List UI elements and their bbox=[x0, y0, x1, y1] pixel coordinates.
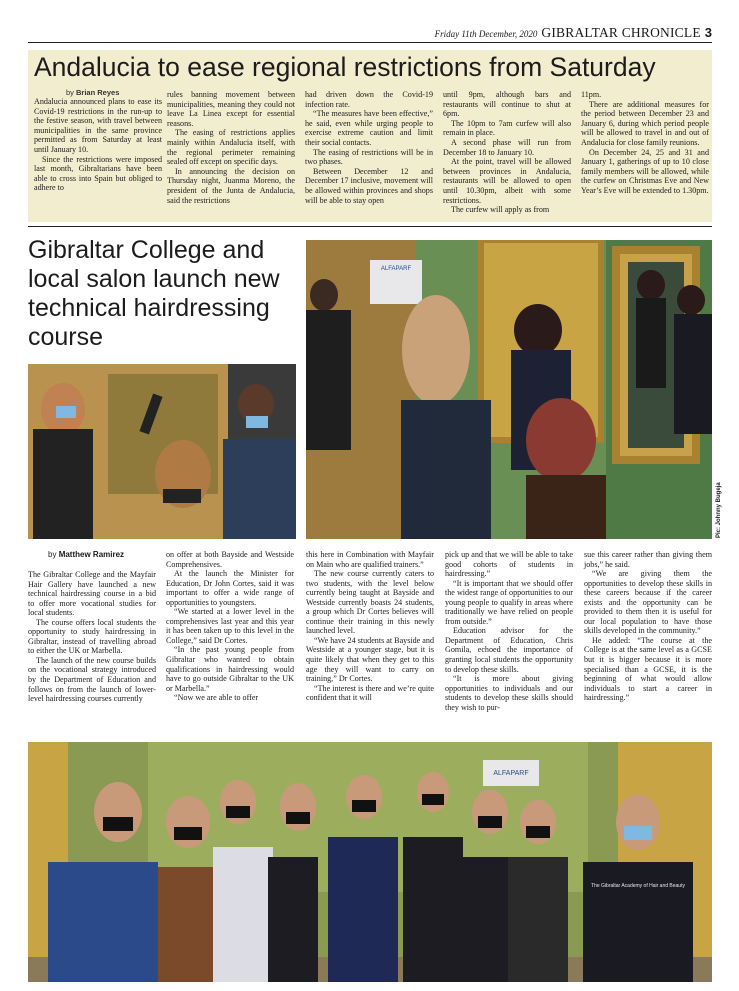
article2-column-4 bbox=[445, 550, 573, 712]
article2-by: by bbox=[48, 550, 57, 559]
article1-headline: Andalucia to ease regional restrictions from Saturday bbox=[34, 52, 656, 82]
paragraph: In announcing the decision on Thursday night, Juanma Moreno, the president of the Junta de Andalucia, said the restrictions bbox=[167, 166, 295, 205]
paragraph: The easing of restrictions applies mainly within Andalucia itself, with the regional perimeter remaining sealed off except on specific days. bbox=[167, 128, 295, 167]
paragraph: The 10pm to 7am curfew will also remain in place. bbox=[443, 118, 571, 138]
article1-byline bbox=[66, 88, 119, 97]
issue-date: Friday 11th December, 2020 bbox=[434, 29, 538, 39]
photo-salon-session bbox=[306, 240, 712, 539]
paragraph: pick up and that we will be able to take good cohorts of students in hairdressing.” bbox=[445, 550, 573, 579]
paragraph: The new course currently caters to two students, with the level below currently being taught at Bayside and Westside currently boasts 24 students, a group which Dr Cortes believes will continue their training in this newly launched level. bbox=[306, 569, 434, 636]
page-number: 3 bbox=[704, 25, 712, 40]
photo-group-launch bbox=[28, 742, 712, 982]
paragraph: rules banning movement between municipalities, meaning they could not leave La Linea except for essential reasons. bbox=[167, 90, 295, 128]
section-rule bbox=[28, 226, 712, 227]
paragraph: “It is important that we should offer the widest range of opportunities to our young people to qualify in areas where traditionally we have relied on people from outside.” bbox=[445, 578, 573, 626]
paragraph: The easing of restrictions will be in two phases. bbox=[305, 147, 433, 167]
article1-by: by bbox=[66, 88, 74, 97]
paragraph: “We started at a lower level in the comprehensives last year and this year it has been taken up to this level in the College,” said Dr Cortes. bbox=[166, 607, 294, 645]
article1-column-5 bbox=[581, 90, 709, 196]
article2-byline bbox=[48, 550, 124, 559]
paragraph: The course offers local students the opportunity to study hairdressing in Gibraltar, instead of travelling abroad to either the UK or Marbella. bbox=[28, 617, 156, 656]
masthead-rule bbox=[28, 42, 712, 43]
article1-author: Brian Reyes bbox=[76, 88, 120, 97]
paragraph: “We are giving them the opportunities to develop these skills in these careers because if the career exists and the opportunity can be provided to them then it is useful for our local population to have those skills developed in the community.” bbox=[584, 569, 712, 636]
paragraph: On December 24, 25 and 31 and January 1, gatherings of up to 10 close family members will be allowed, while the curfew on Christmas Eve and New Year’s Eve will be extended to 1.30pm. bbox=[581, 147, 709, 195]
paper-name: GIBRALTAR CHRONICLE bbox=[541, 25, 701, 40]
paragraph: “The interest is there and we’re quite confident that it will bbox=[306, 683, 435, 703]
paragraph: At the point, travel will be allowed between provinces in Andalucia, restaurants will be allowed to open until 10.30pm, albeit with some restrictions. bbox=[443, 157, 571, 205]
paragraph: had driven down the Covid-19 infection rate. bbox=[305, 90, 433, 109]
paragraph: Education advisor for the Department of Education, Chris Gomila, echoed the importance of granting local students the opportunity to develop these skills. bbox=[445, 626, 573, 674]
paragraph: “Now we are able to offer bbox=[174, 693, 259, 703]
article2-column-5 bbox=[584, 550, 712, 703]
paragraph: “We have 24 students at Bayside and Westside at a younger stage, but it is quite likely that when they get to this age they will want to carry on training,” Dr Cortes. bbox=[306, 635, 434, 684]
photo-credit bbox=[712, 482, 722, 540]
paragraph: At the launch the Minister for Education, Dr John Cortes, said it was important to offer a wide range of opportunities to youngsters. bbox=[166, 569, 294, 607]
article2-column-3 bbox=[306, 550, 434, 703]
paragraph: 11pm. bbox=[581, 90, 602, 99]
paragraph: sue this career rather than giving them jobs,” he said. bbox=[584, 550, 712, 569]
paragraph: He added: “The course at the College is at the same level as a GCSE but it is bigger because it is more specialised than a GCSE, it is the beginning of what would allow individuals to start a career in hairdressing.” bbox=[584, 635, 712, 703]
article1-column-2 bbox=[167, 90, 295, 205]
paragraph: this here in Combination with Mayfair on Main who are qualified trainers.” bbox=[306, 550, 434, 569]
paragraph: “The measures have been effective,” he said, even while urging people to exercise extreme caution and limit their social contacts. bbox=[305, 109, 433, 147]
group-sign-text: ALFAPARF bbox=[493, 770, 529, 777]
photo-credit-text: Pic: Johnny Bugeja bbox=[716, 482, 722, 538]
salon-sign-text: ALFAPARF bbox=[380, 266, 412, 272]
paragraph: The launch of the new course builds on the vocational strategy introduced by the Department of Education and follows on from the launch of lower-level hairdressing courses currently bbox=[28, 655, 156, 704]
paragraph: “It is more about giving opportunities to individuals and our students to develop these skills should they wish to pur- bbox=[445, 674, 573, 712]
article2-headline: Gibraltar College and local salon launch new technical hairdressing course bbox=[28, 236, 280, 351]
paragraph: The Gibraltar College and the Mayfair Hair Gallery have launched a new technical hairdressing course in a bid to offer more vocational studies for local students. bbox=[28, 570, 156, 618]
paragraph: on offer at both Bayside and Westside Comprehensives. bbox=[166, 550, 294, 569]
article1-band bbox=[28, 50, 712, 222]
paragraph: Since the restrictions were imposed last month, Gibraltarians have been able to cross into Spain but obliged to adhere to bbox=[34, 154, 162, 193]
paragraph: A second phase will run from December 18 to January 10. bbox=[443, 137, 571, 157]
paragraph: The curfew will apply as from bbox=[451, 205, 550, 215]
photo-hairdressing-demo bbox=[28, 364, 296, 539]
article2-column-2 bbox=[166, 550, 294, 703]
shirt-text: The Gibraltar Academy of Hair and Beauty bbox=[591, 883, 685, 889]
article1-column-1 bbox=[34, 97, 162, 193]
masthead bbox=[28, 24, 712, 42]
article1-column-4 bbox=[443, 90, 571, 215]
article1-column-3 bbox=[305, 90, 433, 205]
paragraph: “In the past young people from Gibraltar who wanted to obtain qualifications in hairdressing would have to go outside Gibraltar to the UK or Marbella.” bbox=[166, 645, 294, 693]
paragraph: There are additional measures for the period between December 23 and January 6, during which period people will be allowed to travel in and out of Andalucia for close family reunions. bbox=[581, 99, 709, 147]
paragraph: until 9pm, although bars and restaurants will continue to shut at 6pm. bbox=[443, 90, 571, 119]
article2-author: Matthew Ramirez bbox=[58, 550, 125, 559]
paragraph: Andalucia announced plans to ease its Covid-19 restrictions in the run-up to the festive season, with travel between municipalities in the same province permitted as from Saturday at least until January 10. bbox=[34, 97, 162, 154]
paragraph: Between December 12 and December 17 inclusive, movement will be allowed within provinces and shops will be able to stay open bbox=[305, 166, 433, 205]
article2-column-1 bbox=[28, 570, 156, 704]
